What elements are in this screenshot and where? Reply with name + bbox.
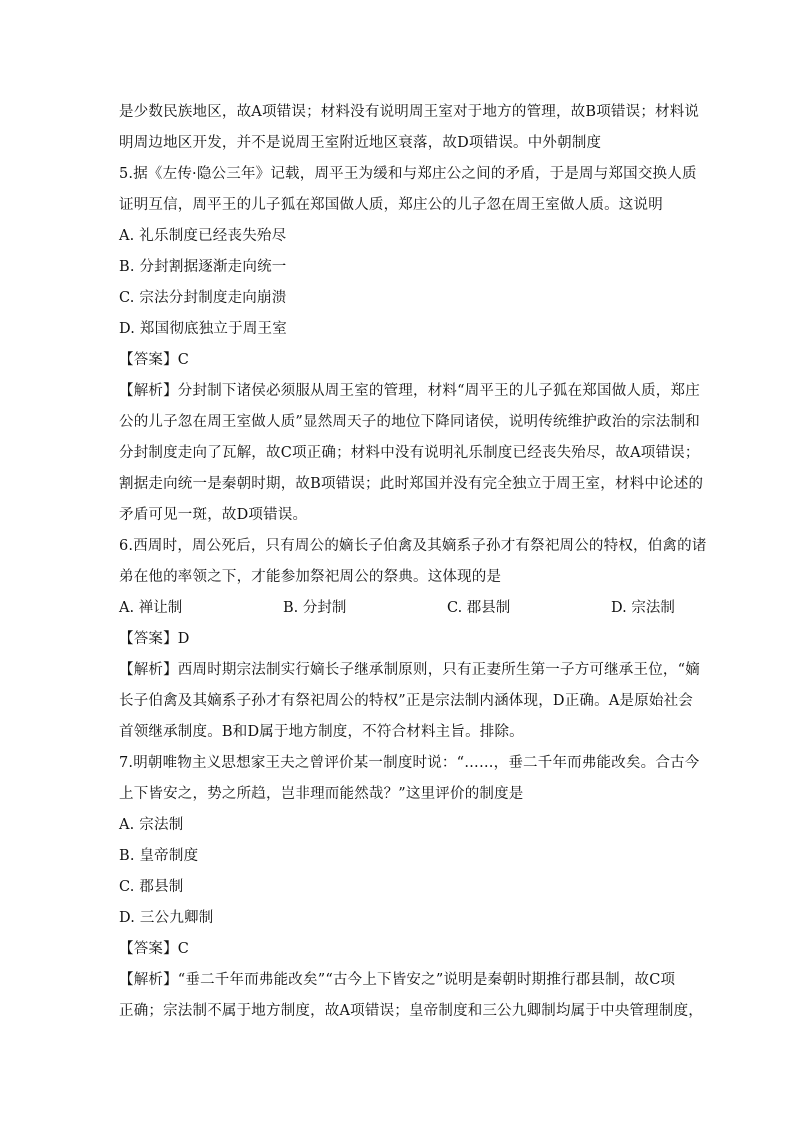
question-6-stem: 6.西周时，周公死后，只有周公的嫡长子伯禽及其嫡系子孙才有祭祀周公的特权，伯禽的诸 <box>119 538 707 554</box>
question-5-stem: 5.据《左传·隐公三年》记载，周平王为缓和与郑庄公之间的矛盾，于是周与郑国交换人质 <box>119 166 697 182</box>
analysis-text: 长子伯禽及其嫡系子孙才有祭祀周公的特权”正是宗法制内涵体现，D正确。A是原始社会 <box>119 693 694 709</box>
option-d: D. 三公九卿制 <box>119 910 214 926</box>
option-c: C. 宗法分封制度走向崩溃 <box>119 290 287 306</box>
text-line: 是少数民族地区，故A项错误；材料没有说明周王室对于地方的管理，故B项错误；材料说 <box>119 104 700 120</box>
option-d: D. 郑国彻底独立于周王室 <box>119 321 287 337</box>
option-c: C. 郡县制 <box>119 879 184 895</box>
option-b: B. 分封割据逐渐走向统一 <box>119 259 287 275</box>
analysis-text: 【解析】西周时期宗法制实行嫡长子继承制原则，只有正妻所生第一子方可继承王位，“嫡 <box>119 662 700 678</box>
option-a: A. 禅让制 <box>119 600 183 616</box>
option-b: B. 皇帝制度 <box>119 848 199 864</box>
text-line: 明周边地区开发，并不是说周王室附近地区衰落，故D项错误。中外朝制度 <box>119 135 602 151</box>
question-7-stem: 7.明朝唯物主义思想家王夫之曾评价某一制度时说：“……，垂二千年而弗能改矣。合古今 <box>119 755 700 771</box>
option-b: B. 分封制 <box>283 600 347 616</box>
option-d: D. 宗法制 <box>611 600 675 616</box>
question-5-stem: 证明互信，周平王的儿子狐在郑国做人质，郑庄公的儿子忽在周王室做人质。这说明 <box>119 197 663 213</box>
analysis-text: 公的儿子忽在周王室做人质”显然周天子的地位下降同诸侯，说明传统维护政治的宗法制和 <box>119 414 700 430</box>
option-a: A. 礼乐制度已经丧失殆尽 <box>119 228 287 244</box>
analysis-text: 正确；宗法制不属于地方制度，故A项错误；皇帝制度和三公九卿制均属于中央管理制度， <box>119 1003 703 1019</box>
option-a: A. 宗法制 <box>119 817 184 833</box>
answer-label: 【答案】C <box>119 941 190 957</box>
question-6-stem: 弟在他的率领之下，才能参加祭祀周公的祭典。这体现的是 <box>119 569 502 585</box>
question-7-stem: 上下皆安之，势之所趋，岂非理而能然哉？”这里评价的制度是 <box>119 786 524 802</box>
analysis-text: 【解析】分封制下诸侯必须服从周王室的管理，材料“周平王的儿子狐在郑国做人质，郑庄 <box>119 383 700 399</box>
analysis-text: 矛盾可见一斑，故D项错误。 <box>119 507 308 523</box>
analysis-text: 割据走向统一是秦朝时期，故B项错误；此时郑国并没有完全独立于周王室，材料中论述的 <box>119 476 704 492</box>
analysis-text: 首领继承制度。B和D属于地方制度，不符合材料主旨。排除。 <box>119 724 524 740</box>
document-page <box>119 97 707 1027</box>
question-6-options <box>119 593 679 624</box>
option-c: C. 郡县制 <box>447 600 511 616</box>
answer-label: 【答案】C <box>119 352 190 368</box>
answer-label: 【答案】D <box>119 631 190 647</box>
analysis-text: 分封制度走向了瓦解，故C项正确；材料中没有说明礼乐制度已经丧失殆尽，故A项错误； <box>119 445 700 461</box>
analysis-text: 【解析】“垂二千年而弗能改矣”“古今上下皆安之”说明是秦朝时期推行郡县制，故C项 <box>119 972 676 988</box>
